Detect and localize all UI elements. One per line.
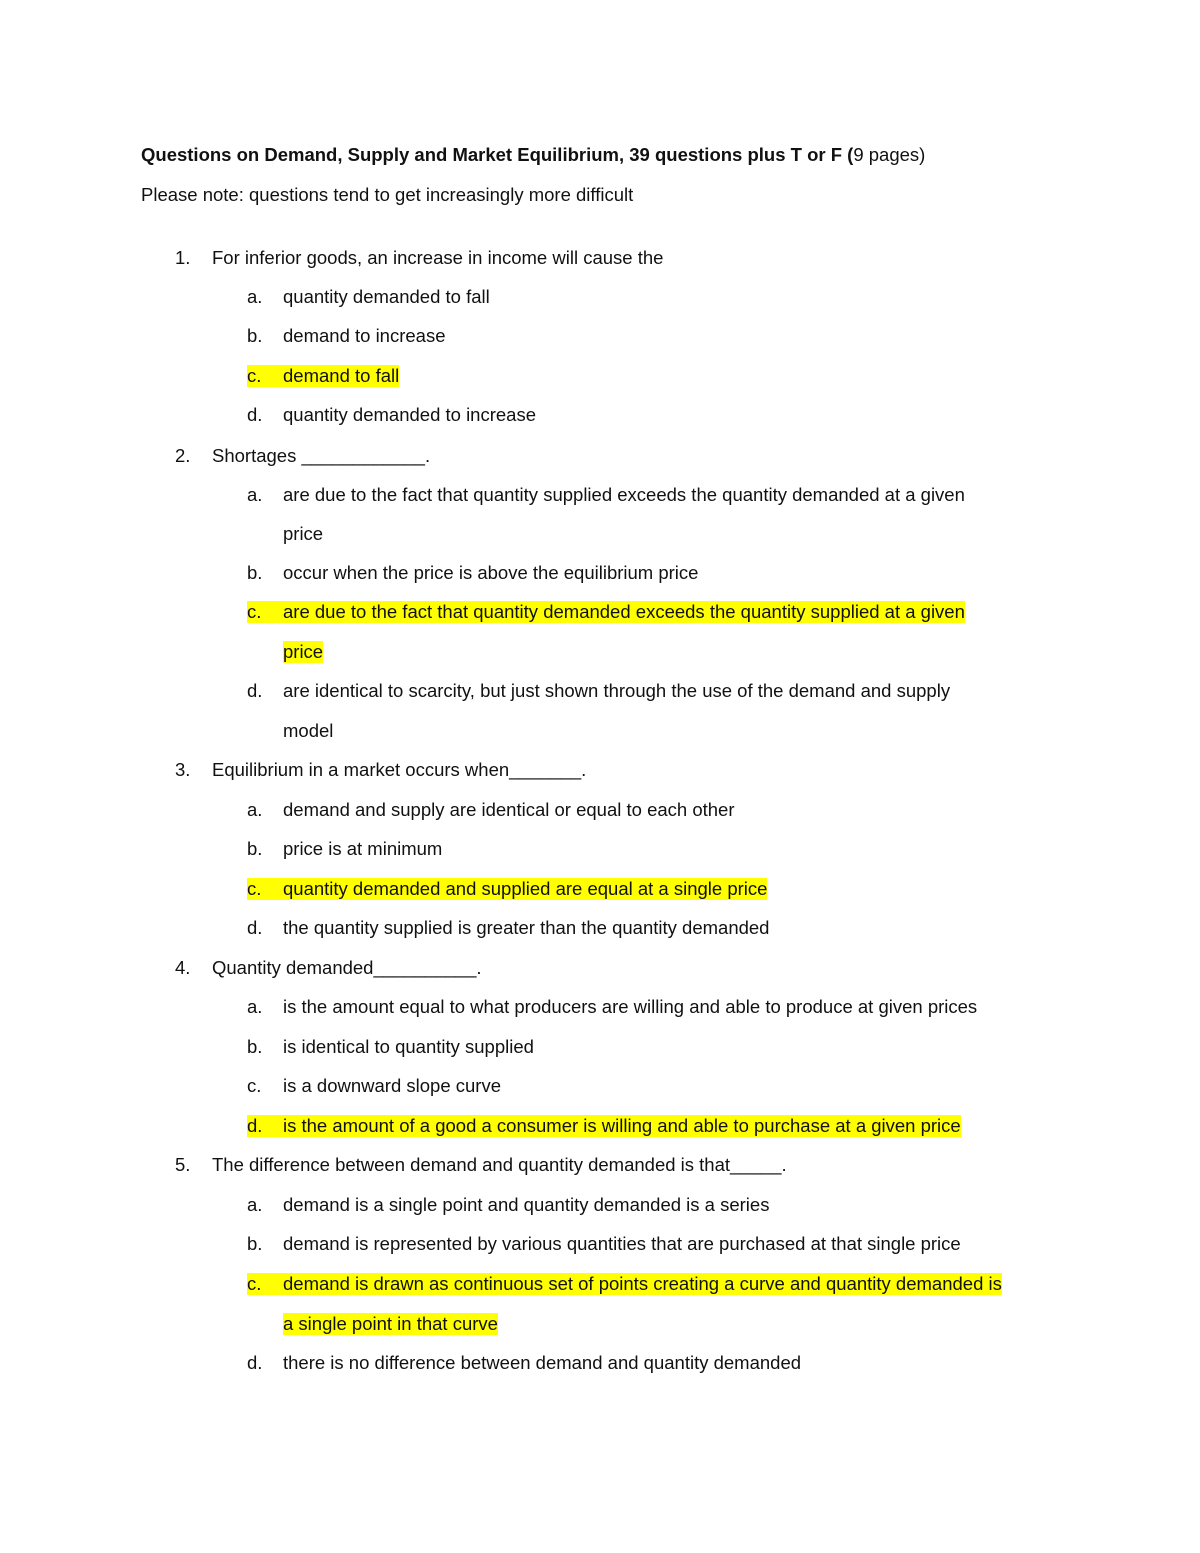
answer-option-text: price is at minimum <box>283 838 443 859</box>
answer-option-text-highlighted: a single point in that curve <box>283 1313 498 1334</box>
option-letter: a. <box>247 1194 263 1215</box>
option-letter: d. <box>247 680 263 701</box>
answer-option-text-highlighted: is the amount of a good a consumer is willing and able to purchase at a given price <box>283 1115 961 1136</box>
answer-option-text: is identical to quantity supplied <box>283 1036 534 1057</box>
answer-option-text: demand and supply are identical or equal to each other <box>283 799 735 820</box>
answer-option-text: demand is represented by various quantities that are purchased at that single price <box>283 1233 961 1254</box>
question-text: The difference between demand and quantity demanded is that_____. <box>212 1154 787 1175</box>
option-letter: c. <box>247 601 287 623</box>
option-letter: a. <box>247 484 263 505</box>
answer-option-text: is a downward slope curve <box>283 1075 501 1096</box>
question-text: Quantity demanded__________. <box>212 957 482 978</box>
answer-option-text: quantity demanded to fall <box>283 286 490 307</box>
question-number: 1. <box>175 247 191 268</box>
option-letter: b. <box>247 1036 263 1057</box>
answer-option-text: model <box>283 720 334 741</box>
answer-option-text: there is no difference between demand and quantity demanded <box>283 1352 802 1373</box>
option-letter: d. <box>247 917 263 938</box>
option-letter: b. <box>247 562 263 583</box>
answer-option-text: are due to the fact that quantity supplied exceeds the quantity demanded at a given <box>283 484 965 505</box>
answer-option-text-highlighted: price <box>283 641 324 662</box>
question-text: For inferior goods, an increase in income will cause the <box>212 247 664 268</box>
option-letter: c. <box>247 365 287 387</box>
question-text: Equilibrium in a market occurs when_______. <box>212 759 587 780</box>
question-number: 5. <box>175 1154 191 1175</box>
option-letter: c. <box>247 1075 262 1096</box>
title-bold-text: Questions on Demand, Supply and Market Equilibrium, 39 questions plus T or F ( <box>141 144 854 165</box>
option-letter: b. <box>247 838 263 859</box>
answer-option-text: quantity demanded to increase <box>283 404 537 425</box>
answer-option-text: occur when the price is above the equilibrium price <box>283 562 699 583</box>
option-letter: d. <box>247 1115 288 1137</box>
difficulty-note: Please note: questions tend to get increasingly more difficult <box>141 184 634 205</box>
option-letter: a. <box>247 286 263 307</box>
question-text: Shortages ____________. <box>212 445 431 466</box>
answer-option-text-highlighted: demand is drawn as continuous set of points creating a curve and quantity demanded is <box>283 1273 1002 1294</box>
option-letter: b. <box>247 325 263 346</box>
option-letter: b. <box>247 1233 263 1254</box>
option-letter: c. <box>247 878 287 900</box>
answer-option-text: price <box>283 523 324 544</box>
answer-option-text-highlighted: demand to fall <box>283 365 400 386</box>
answer-option-text: demand to increase <box>283 325 446 346</box>
option-letter: c. <box>247 1273 287 1295</box>
title-pages-text: 9 pages) <box>853 144 926 165</box>
option-letter: d. <box>247 1352 263 1373</box>
document-title <box>141 144 925 166</box>
answer-option-text: demand is a single point and quantity demanded is a series <box>283 1194 770 1215</box>
answer-option-text: is the amount equal to what producers are willing and able to produce at given prices <box>283 996 978 1017</box>
option-letter: a. <box>247 996 263 1017</box>
answer-option-text-highlighted: are due to the fact that quantity demanded exceeds the quantity supplied at a given <box>283 601 965 622</box>
answer-option-text-highlighted: quantity demanded and supplied are equal at a single price <box>283 878 768 899</box>
option-letter: d. <box>247 404 263 425</box>
answer-option-text: the quantity supplied is greater than the quantity demanded <box>283 917 770 938</box>
question-number: 3. <box>175 759 191 780</box>
question-number: 2. <box>175 445 191 466</box>
question-number: 4. <box>175 957 191 978</box>
answer-option-text: are identical to scarcity, but just shown through the use of the demand and supply <box>283 680 951 701</box>
option-letter: a. <box>247 799 263 820</box>
